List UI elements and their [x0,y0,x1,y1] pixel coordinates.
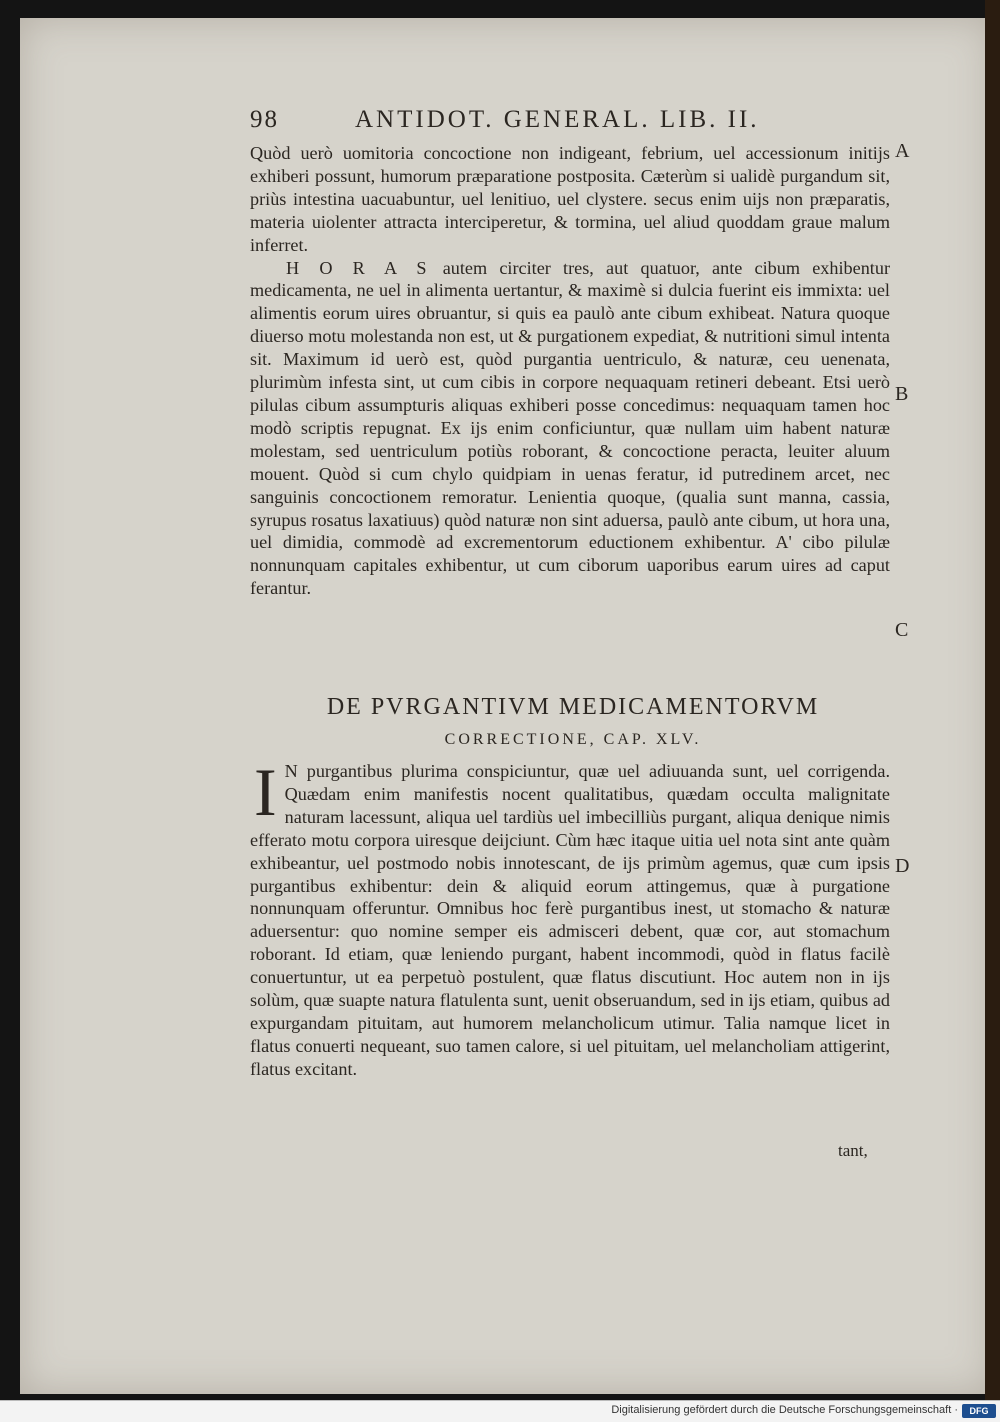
paragraph: N purgantibus plurima conspiciuntur, quæ uel adiuuanda sunt, uel corrigenda. Quædam enim manifestis nocent qualitatibus, quædam occulta malignitate naturam lacessunt, aliqua uel tardiùs uel imbecilliùs purgant, aliqua denique nimis efferato motu corpora uiresque deijciunt. Cùm hæc itaque uitia uel nota sint ante quàm exhibeantur, uel postmodo nobis innotescant, de ijs primùm agemus, quæ cum ipsis purgantibus exhibentur: dein & aliquid eorum attingemus, quæ à purgatione nonnunquam offeruntur. Omnibus hoc ferè purgantibus inest, ut stomacho & naturæ aduersentur: quo nomine semper eis admisceri debent, quæ cor, aut stomachum roborant. Id etiam, quæ leniendo purgant, habent incommodi, quòd in flatus facilè conuertuntur, ut ea perpetuò postulent, quæ flatus discutiunt. Hoc autem non in ijs solùm, quæ suapte natura flatulenta sunt, uenit obseruandum, sed in ijs etiam, quibus ad expurgandam pituitam, aut humorem melancholicum utimur. Talia namque licet in flatus conuerti nequeant, suo tamen calore, si uel pituitam, uel melancholiam attigerint, flatus excitant. [250,761,890,1079]
footer-bar [0,1400,1000,1422]
running-title: ANTIDOT. GENERAL. LIB. II. [355,106,760,133]
section-title: DE PVRGANTIVM MEDICAMENTORVM [326,694,820,720]
paragraph [250,257,890,601]
dfg-logo: DFG [962,1404,996,1418]
paragraph-text: autem circiter tres, aut quatuor, ante cibum exhibentur medicamenta, ne uel in alimenta uertantur, & maximè si dulcia fuerint eis immixta: uel alimentis eorum uires obruantur, si quis ea paulò ante cibum exhibeat. Natura quoque diuerso motu molestanda non est, ut & purgationem expediat, & nutritioni simul intenta sit. Maximum id uerò est, quòd purgantia uentriculo, & naturæ, ceu uenenata, plurimùm infesta sint, ut cum cibis in corpore nequaquam retineri debeant. Etsi uerò pilulas cibum assumpturis aliquas exhiberi posse concedimus: nequaquam tamen hoc modò scriptis repugnat. Ex ijs enim conficiuntur, quæ nullam uim habent naturæ molestam, sed uentriculum potiùs roborant, & concoctione peracta, leuiter aluum mouent. Quòd si cum chylo quidpiam in uenas feratur, id putredinem arcet, nec sanguinis concoctionem remoratur. Lenientia quoque, (qualia sunt manna, cassia, syrupus rosatus laxatiuus) quòd naturæ non sint aduersa, paulò ante cibum, ut hora una, uel dimidia, commodè ad excrementorum eductionem exhibentur. A' cibo pilulæ nonnunquam capitales exhibentur, ut cum ciborum uaporibus earum uires ad caput ferantur. [250,257,890,599]
margin-letter-a: A [895,140,910,162]
footer-credit: Digitalisierung gefördert durch die Deutsche Forschungsgemeinschaft · [611,1404,958,1416]
page-binding-edge [985,0,1000,1400]
drop-cap-initial: I [254,754,277,830]
margin-letter-b: B [895,383,909,405]
paragraph: Quòd uerò uomitoria concoctione non indigeant, febrium, uel accessionum initijs exhiberi possunt, humorum præparatione postposita. Cæterùm si ualidè purgandum sit, priùs intestina uacuabuntur, uel lenitiuo, uel clystere. secus enim uijs non præparatis, materia uiolenter attracta interciperetur, & tormina, uel aliud quoddam graue malum inferret. [250,143,890,255]
margin-letter-c: C [895,619,909,641]
paragraph-lead: H O R A S [286,257,431,278]
text-block-bottom [250,754,890,1081]
page-header [250,106,830,136]
page-number: 98 [250,106,279,133]
catchword: tant, [838,1141,868,1160]
section-subtitle: CORRECTIONE, CAP. XLV. [444,731,702,748]
text-block-top [250,142,890,600]
margin-letter-d: D [895,855,910,877]
